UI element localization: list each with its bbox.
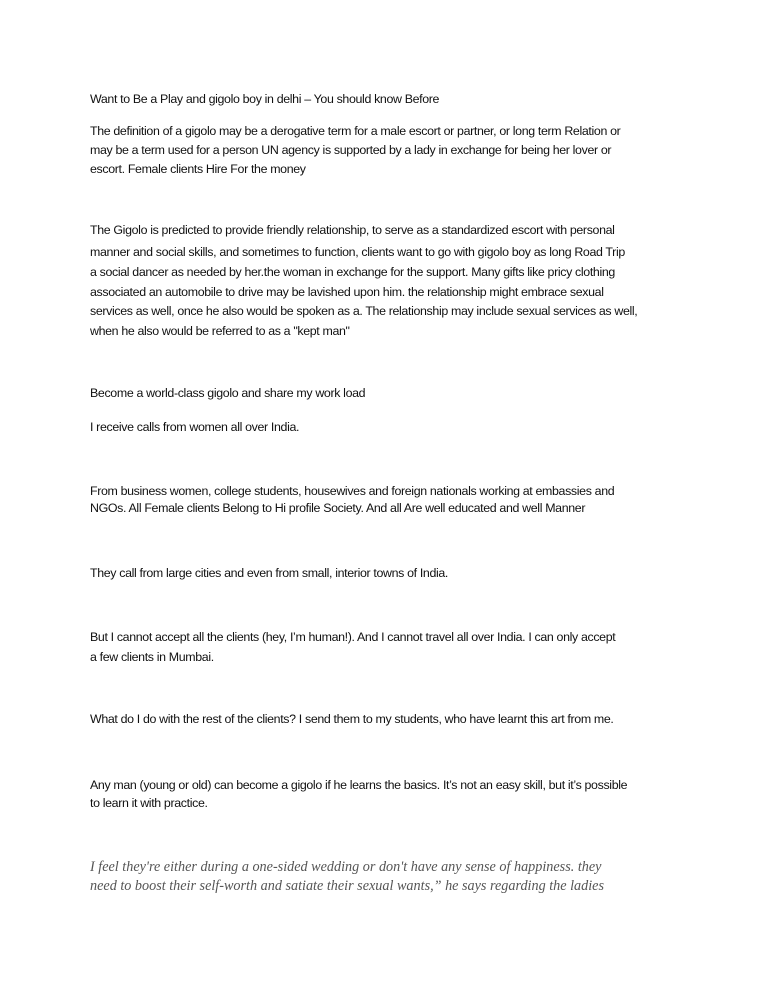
document-title: Want to Be a Play and gigolo boy in delhi – You should know Before bbox=[90, 92, 440, 106]
paragraph-students: What do I do with the rest of the clients? I send them to my students, who have learnt this art from me. bbox=[90, 712, 614, 726]
paragraph-line: a social dancer as needed by her.the woman in exchange for the support. Many gifts like pricy clothing bbox=[90, 265, 615, 279]
quote-line: I feel they're either during a one-sided wedding or don't have any sense of happiness. they bbox=[90, 859, 602, 875]
paragraph-line: services as well, once he also would be spoken as a. The relationship may include sexual services as well, bbox=[90, 304, 638, 318]
paragraph-line: NGOs. All Female clients Belong to Hi profile Society. And all Are well educated and well Manner bbox=[90, 501, 586, 515]
quote-line: need to boost their self-worth and satiate their sexual wants,” he says regarding the ladies bbox=[90, 878, 604, 894]
paragraph-world-class: Become a world-class gigolo and share my work load bbox=[90, 386, 366, 400]
paragraph-line: escort. Female clients Hire For the money bbox=[90, 162, 306, 176]
paragraph-line: a few clients in Mumbai. bbox=[90, 650, 214, 664]
paragraph-line: manner and social skills, and sometimes to function, clients want to go with gigolo boy as long Road Trip bbox=[90, 245, 625, 259]
paragraph-cities: They call from large cities and even from small, interior towns of India. bbox=[90, 566, 449, 580]
paragraph-line: Any man (young or old) can become a gigolo if he learns the basics. It’s not an easy skill, but it’s possible bbox=[90, 778, 628, 792]
paragraph-line: when he also would be referred to as a "kept man" bbox=[90, 324, 350, 338]
paragraph-line: The Gigolo is predicted to provide friendly relationship, to serve as a standardized escort with personal bbox=[90, 223, 615, 237]
paragraph-line: to learn it with practice. bbox=[90, 796, 208, 810]
paragraph-line: From business women, college students, housewives and foreign nationals working at embassies and bbox=[90, 484, 615, 498]
paragraph-calls: I receive calls from women all over India. bbox=[90, 420, 300, 434]
paragraph-line: may be a term used for a person UN agency is supported by a lady in exchange for being her lover or bbox=[90, 143, 612, 157]
paragraph-line: The definition of a gigolo may be a derogative term for a male escort or partner, or long term Relation or bbox=[90, 124, 621, 138]
paragraph-line: associated an automobile to drive may be lavished upon him. the relationship might embrace sexual bbox=[90, 285, 604, 299]
paragraph-line: But I cannot accept all the clients (hey, I’m human!). And I cannot travel all over India. I can only accept bbox=[90, 630, 616, 644]
